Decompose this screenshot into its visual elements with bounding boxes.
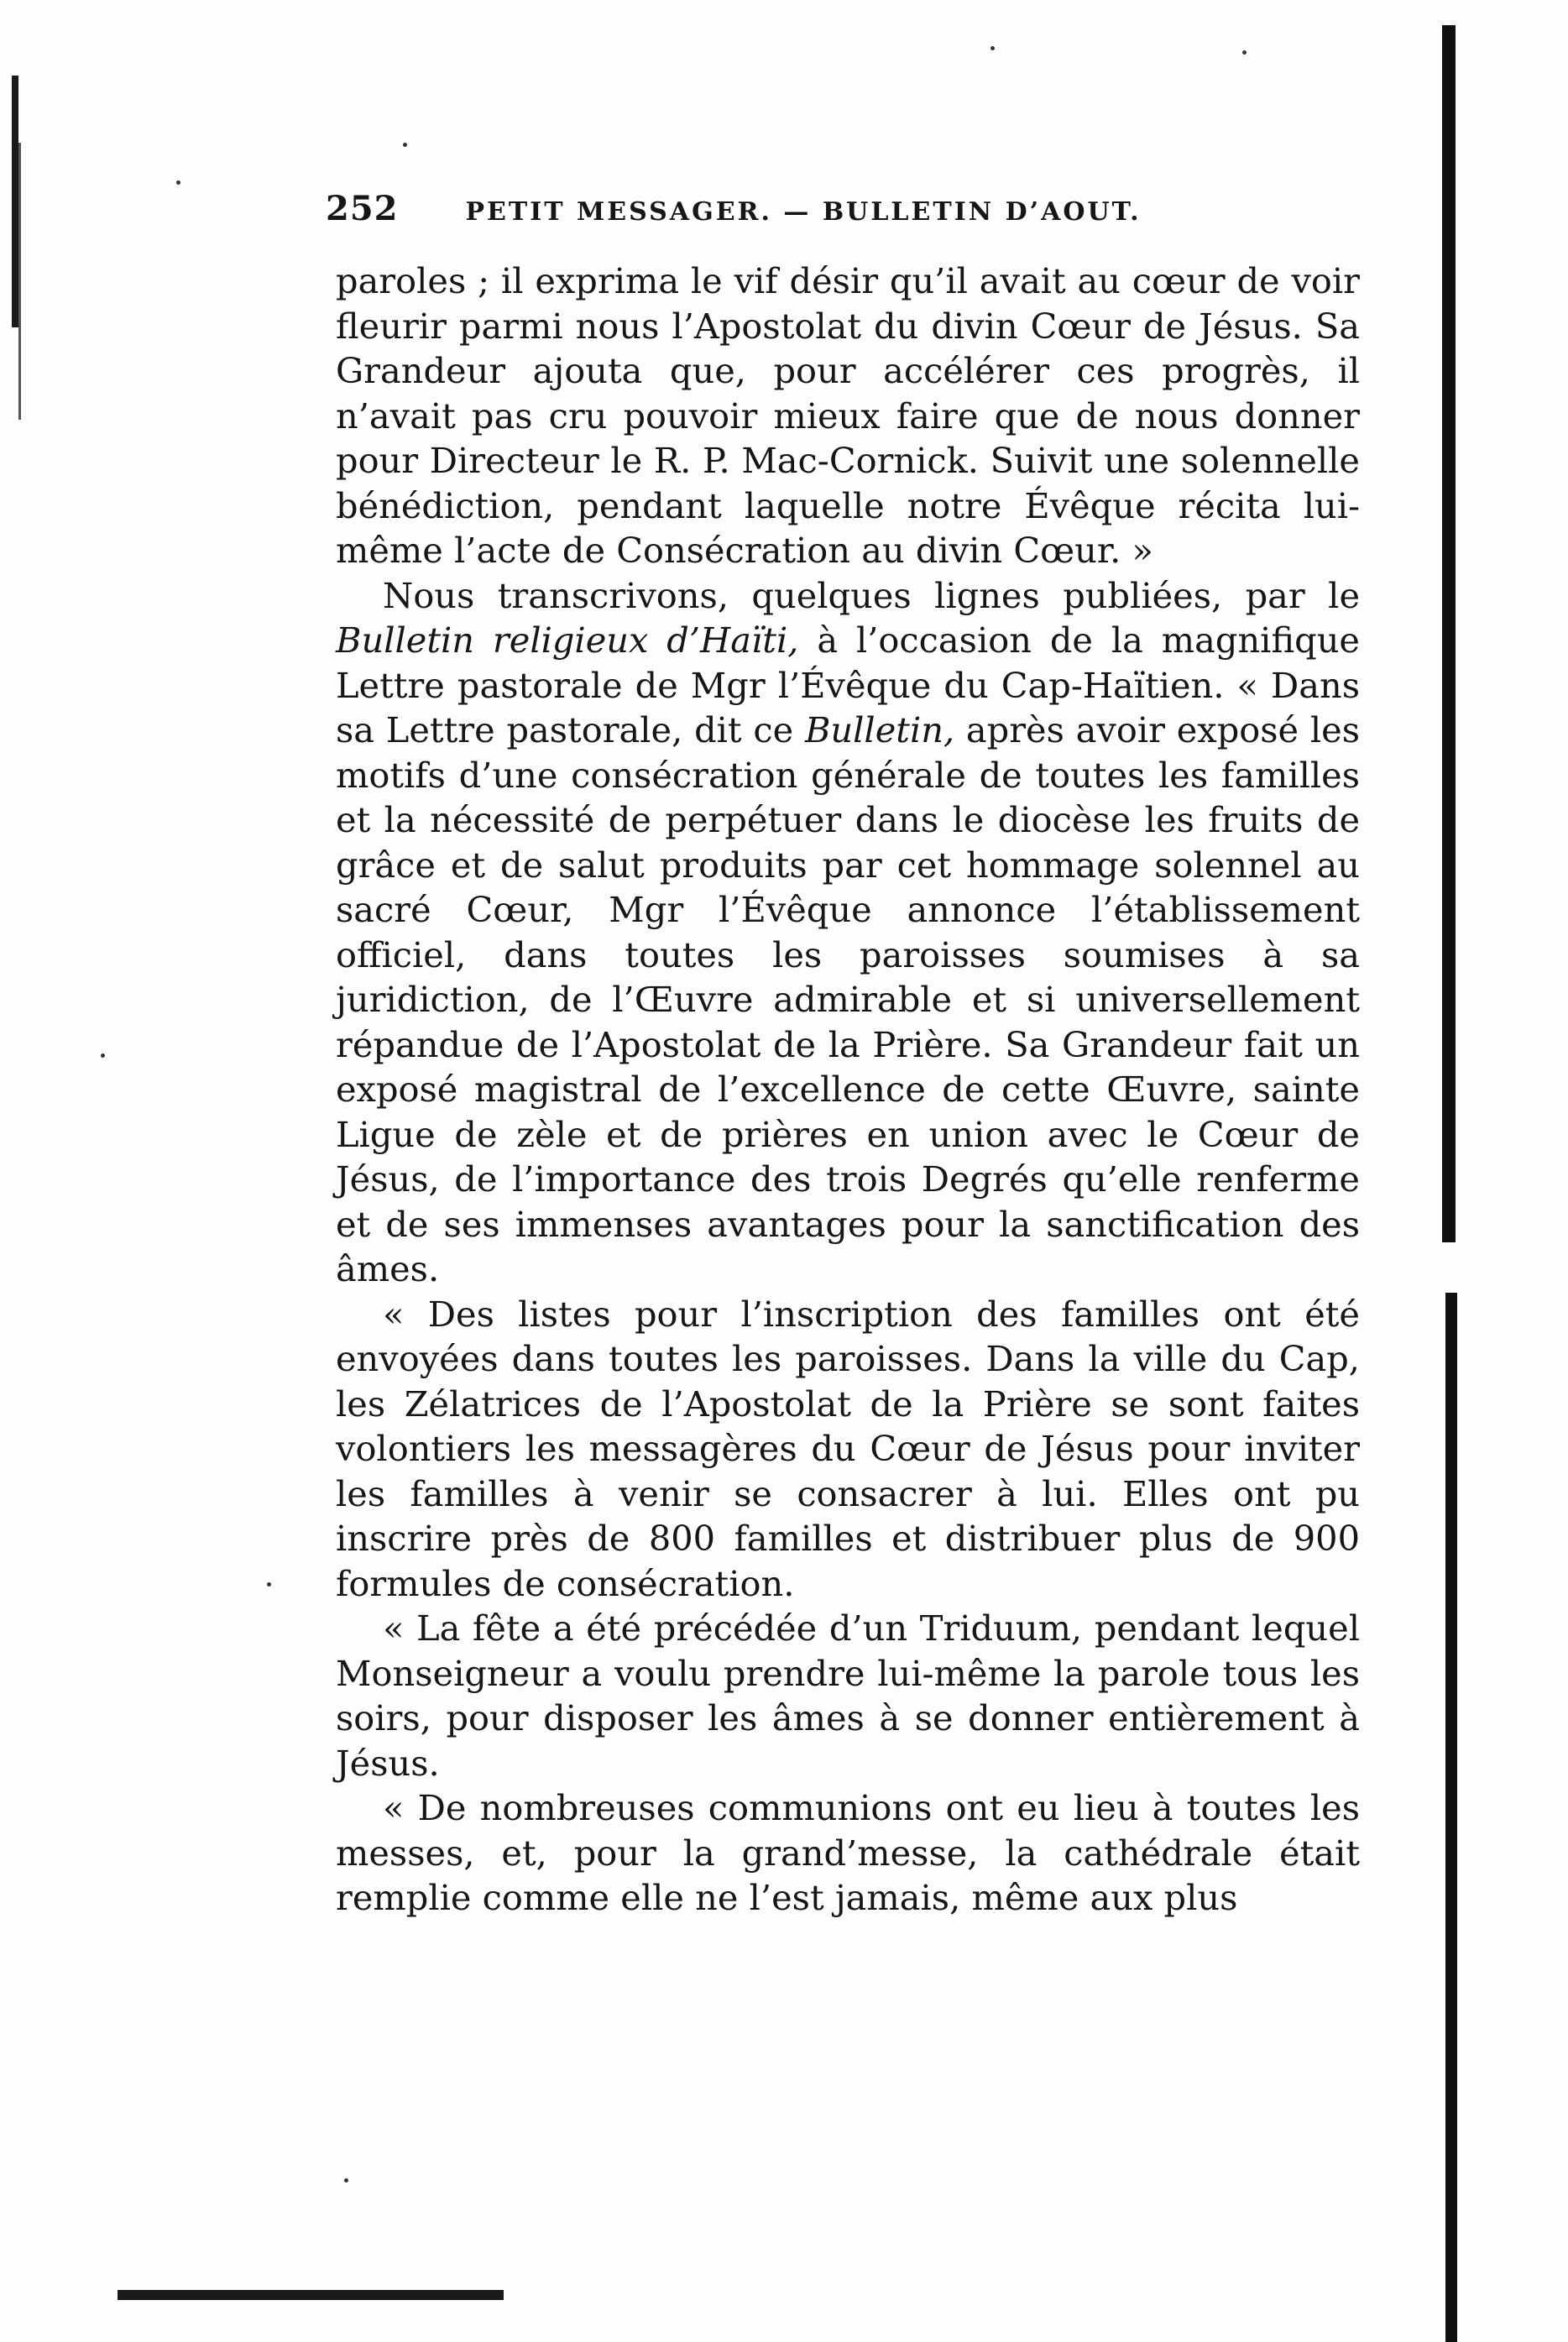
paragraph — [336, 1785, 1360, 1921]
scan-edge-left-thin — [18, 143, 21, 420]
text-run: « Des listes pour l’inscription des familles ont été envoyées dans toutes les paroisses. Dans la ville du Cap, les Zélatrices de l’Apostolat de la Prière se sont faites volontiers les messagères du Cœur de Jésus pour inviter les familles à venir se consacrer à lui. Elles ont pu inscrire près de 800 familles et distribuer plus de 900 formules de consécration. — [336, 1293, 1360, 1604]
text-run: « La fête a été précédée d’un Triduum, pendant lequel Monseigneur a voulu prendre lui-même la parole tous les soirs, pour disposer les âmes à se donner entièrement à Jésus. — [336, 1608, 1360, 1784]
body-text — [336, 259, 1360, 1921]
page-number: 252 — [326, 189, 399, 228]
scan-edge-right-lower — [1445, 1293, 1457, 2342]
running-header — [326, 189, 1367, 243]
paragraph — [336, 573, 1360, 1292]
scan-speck — [344, 2178, 348, 2183]
scan-speck — [101, 1053, 105, 1058]
scan-edge-bottom — [118, 2290, 504, 2300]
running-title: PETIT MESSAGER. — BULLETIN D’AOUT. — [465, 197, 1142, 227]
text-run: paroles ; il exprima le vif désir qu’il avait au cœur de voir fleurir parmi nous l’Apostolat du divin Cœur de Jésus. Sa Grandeur ajouta que, pour accélérer ces progrès, il n’avait pas cru pouvoir mieux faire que de nous donner pour Directeur le R. P. Mac-Cornick. Suivit une solennelle bénédiction, pendant laquelle notre Évêque récita lui-même l’acte de Consécration au divin Cœur. » — [336, 260, 1360, 571]
scan-speck — [403, 143, 407, 147]
text-run: à l’occasion de la magnifique Lettre pastorale de Mgr l’Évêque du Cap-Haïtien. « Dans sa Lettre pastorale, dit ce — [336, 619, 1360, 750]
scan-edge-left — [12, 76, 18, 327]
scan-edge-right — [1442, 25, 1456, 1242]
paragraph — [336, 1606, 1360, 1785]
scan-speck — [990, 46, 995, 50]
text-run: « De nombreuses communions ont eu lieu à toutes les messes, et, pour la grand’messe, la cathédrale était remplie comme elle ne l’est jamais, même aux plus — [336, 1787, 1360, 1918]
italic-text-run: Bulletin, — [804, 709, 955, 750]
scan-speck — [1242, 50, 1247, 55]
paragraph — [336, 259, 1360, 573]
text-run: Nous transcrivons, quelques lignes publiées, par le — [383, 574, 1360, 616]
scan-speck — [267, 1582, 271, 1587]
italic-text-run: Bulletin religieux d’Haïti, — [336, 619, 799, 661]
text-run: après avoir exposé les motifs d’une consécration générale de toutes les familles et la nécessité de perpétuer dans le diocèse les fruits de grâce et de salut produits par cet hommage solennel au sacré Cœur, Mgr l’Évêque annonce l’établissement officiel, dans toutes les paroisses soumises à sa juridiction, de l’Œuvre admirable et si universellement répandue de l’Apostolat de la Prière. Sa Grandeur fait un exposé magistral de l’excellence de cette Œuvre, sainte Ligue de zèle et de prières en union avec le Cœur de Jésus, de l’importance des trois Degrés qu’elle renferme et de ses immenses avantages pour la sanctification des âmes. — [336, 709, 1360, 1289]
paragraph — [336, 1292, 1360, 1607]
scan-speck — [176, 180, 180, 185]
